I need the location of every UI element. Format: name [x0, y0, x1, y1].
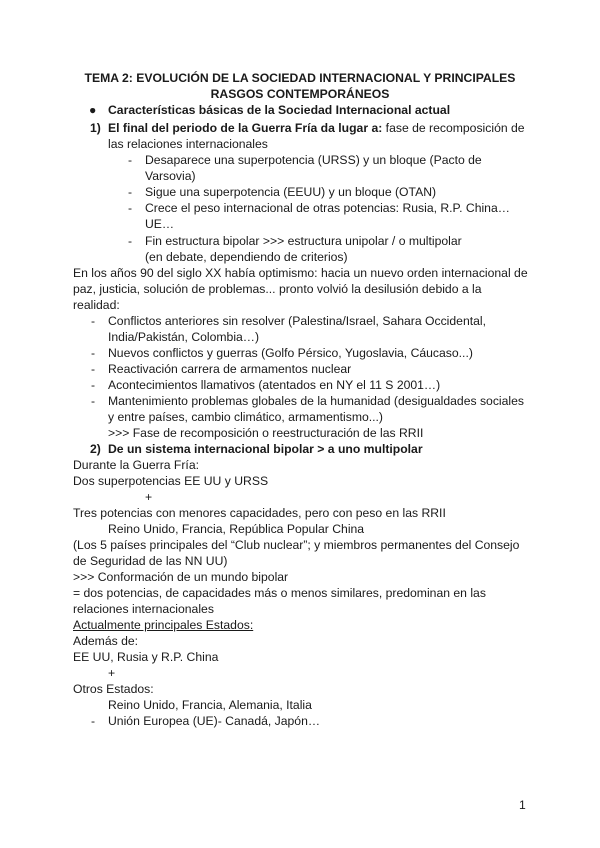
plus-sign: + — [145, 490, 153, 504]
section-1-number: 1) — [90, 121, 101, 135]
paragraph-line: = dos potencias, de capacidades más o menos similares, predominan en las — [73, 586, 486, 600]
dash-icon: - — [128, 234, 133, 248]
dash-icon: - — [91, 346, 96, 360]
dash-icon: - — [91, 314, 96, 328]
title-line-1: TEMA 2: EVOLUCIÓN DE LA SOCIEDAD INTERNACIONAL Y PRINCIPALES — [84, 71, 516, 85]
list-item-continuation: India/Pakistán, Colombia…) — [108, 330, 260, 344]
page-number: 1 — [519, 798, 526, 812]
section-1-line-2: las relaciones internacionales — [108, 137, 268, 151]
list-item: Acontecimientos llamativos (atentados en NY el 11 S 2001…) — [108, 378, 441, 392]
paragraph-line: Tres potencias con menores capacidades, pero con peso en las RRII — [73, 506, 446, 520]
list-item-continuation: UE… — [145, 217, 175, 231]
dash-icon: - — [91, 378, 96, 392]
list-item: Desaparece una superpotencia (URSS) y un bloque (Pacto de — [145, 153, 482, 167]
indented-line: Reino Unido, Francia, Alemania, Italia — [108, 698, 312, 712]
list-item-continuation: (en debate, dependiendo de criterios) — [145, 250, 348, 264]
section-2-heading: De un sistema internacional bipolar > a uno multipolar — [108, 442, 423, 456]
bullet-heading: Características básicas de la Sociedad Internacional actual — [108, 103, 451, 117]
list-item: Conflictos anteriores sin resolver (Palestina/Israel, Sahara Occidental, — [108, 314, 486, 328]
dash-icon: - — [91, 394, 96, 408]
indented-line: Reino Unido, Francia, República Popular China — [108, 522, 365, 536]
list-item: Reactivación carrera de armamentos nuclear — [108, 362, 352, 376]
bullet-icon: ● — [89, 103, 97, 117]
list-item: Nuevos conflictos y guerras (Golfo Pérsico, Yugoslavia, Cáucaso...) — [108, 346, 473, 360]
list-item-continuation: >>> Fase de recomposición o reestructuración de las RRII — [108, 426, 424, 440]
dash-icon: - — [128, 185, 133, 199]
paragraph-line: Durante la Guerra Fría: — [73, 458, 199, 472]
list-item: Unión Europea (UE)- Canadá, Japón… — [108, 714, 321, 728]
paragraph-line: (Los 5 países principales del “Club nuclear”; y miembros permanentes del Consejo — [73, 538, 520, 552]
section-2-number: 2) — [90, 442, 101, 456]
dash-icon: - — [128, 201, 133, 215]
paragraph-line: Dos superpotencias EE UU y URSS — [73, 474, 269, 488]
paragraph-line: EE UU, Rusia y R.P. China — [73, 650, 219, 664]
paragraph-line: En los años 90 del siglo XX había optimismo: hacia un nuevo orden internacional de — [73, 266, 528, 280]
dash-icon: - — [91, 362, 96, 376]
paragraph-line: relaciones internacionales — [73, 602, 214, 616]
list-item: Sigue una superpotencia (EEUU) y un bloque (OTAN) — [145, 185, 437, 199]
paragraph-line: de Seguridad de las NN UU) — [73, 554, 228, 568]
document-title — [0, 70, 600, 102]
list-item-continuation: y entre países, cambio climático, armamentismo...) — [108, 410, 383, 424]
list-item: Mantenimiento problemas globales de la humanidad (desigualdades sociales — [108, 394, 524, 408]
plus-sign: + — [108, 666, 116, 680]
dash-icon: - — [128, 153, 133, 167]
list-item-continuation: Varsovia) — [145, 169, 196, 183]
section-1-heading — [108, 120, 525, 136]
section-1-heading-rest: fase de recomposición de — [382, 121, 525, 135]
title-line-2: RASGOS CONTEMPORÁNEOS — [210, 87, 390, 101]
list-item: Crece el peso internacional de otras potencias: Rusia, R.P. China… — [145, 201, 510, 215]
paragraph-line: paz, justicia, solución de problemas... pronto volvió la desilusión debido a la — [73, 282, 482, 296]
dash-icon: - — [91, 714, 96, 728]
paragraph-line: Además de: — [73, 634, 139, 648]
paragraph-line: >>> Conformación de un mundo bipolar — [73, 570, 289, 584]
paragraph-line: realidad: — [73, 298, 120, 312]
paragraph-line: Otros Estados: — [73, 682, 154, 696]
underlined-subheading: Actualmente principales Estados: — [73, 618, 254, 632]
section-1-heading-bold: El final del periodo de la Guerra Fría da lugar a: — [108, 121, 383, 135]
list-item: Fin estructura bipolar >>> estructura unipolar / o multipolar — [145, 234, 462, 248]
